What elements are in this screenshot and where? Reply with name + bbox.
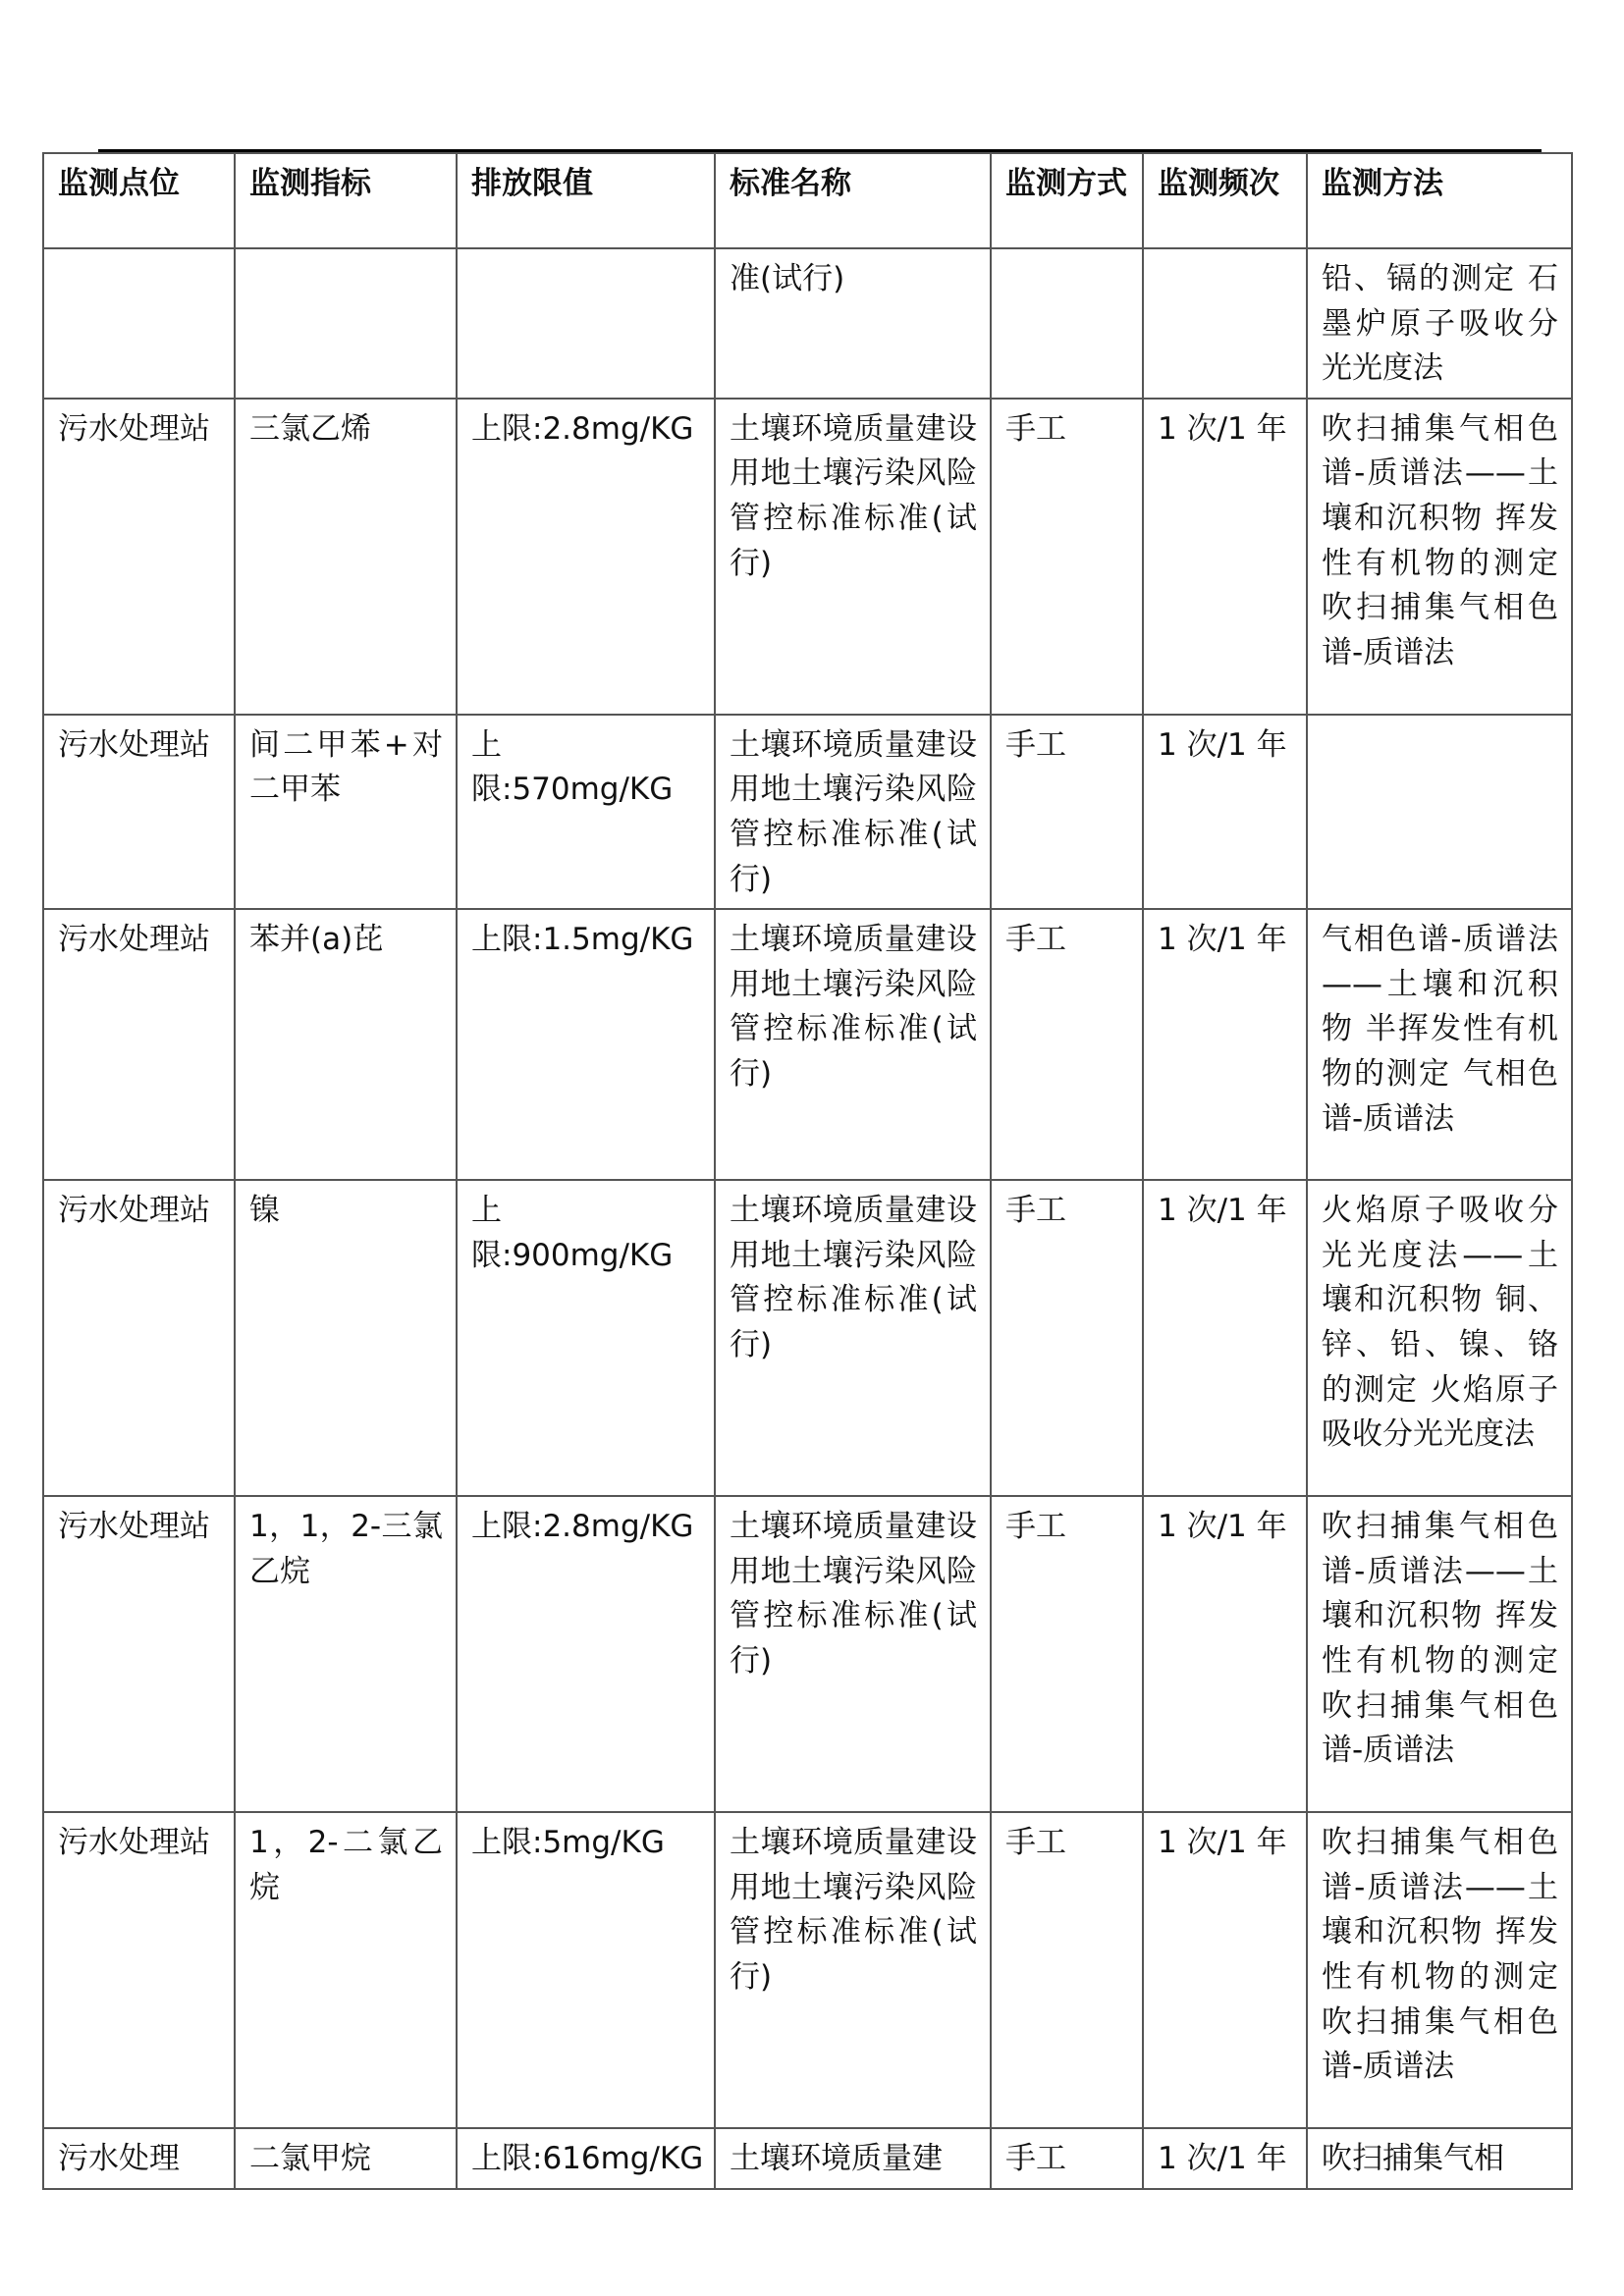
cell-site: 污水处理站 xyxy=(43,909,235,1180)
header-indicator: 监测指标 xyxy=(235,153,457,248)
header-row xyxy=(43,153,1572,248)
cell-frequency: 1 次/1 年 xyxy=(1143,715,1307,909)
table-row xyxy=(43,1812,1572,2128)
table-row xyxy=(43,1180,1572,1496)
cell-frequency: 1 次/1 年 xyxy=(1143,1496,1307,1812)
table-row xyxy=(43,1496,1572,1812)
cell-standard: 土壤环境质量建设用地土壤污染风险管控标准标准(试行) xyxy=(715,715,991,909)
cell-indicator: 三氯乙烯 xyxy=(235,399,457,715)
cell-site: 污水处理站 xyxy=(43,1812,235,2128)
header-site: 监测点位 xyxy=(43,153,235,248)
cell-standard: 土壤环境质量建设用地土壤污染风险管控标准标准(试行) xyxy=(715,399,991,715)
cell-site: 污水处理站 xyxy=(43,715,235,909)
cell-standard: 土壤环境质量建 xyxy=(715,2128,991,2189)
table-row xyxy=(43,248,1572,399)
header-method: 监测方法 xyxy=(1307,153,1572,248)
cell-method: 吹扫捕集气相 xyxy=(1307,2128,1572,2189)
cell-indicator xyxy=(235,248,457,399)
cell-standard: 土壤环境质量建设用地土壤污染风险管控标准标准(试行) xyxy=(715,1496,991,1812)
header-limit: 排放限值 xyxy=(457,153,715,248)
cell-mode: 手工 xyxy=(991,1496,1143,1812)
cell-indicator: 苯并(a)芘 xyxy=(235,909,457,1180)
cell-standard: 土壤环境质量建设用地土壤污染风险管控标准标准(试行) xyxy=(715,1812,991,2128)
cell-site: 污水处理站 xyxy=(43,1496,235,1812)
monitoring-table xyxy=(42,152,1573,2190)
cell-mode: 手工 xyxy=(991,1812,1143,2128)
cell-site: 污水处理 xyxy=(43,2128,235,2189)
table-row xyxy=(43,909,1572,1180)
cell-method: 火焰原子吸收分光光度法——土壤和沉积物 铜、锌、铅、镍、铬的测定 火焰原子吸收分光光度法 xyxy=(1307,1180,1572,1496)
cell-mode xyxy=(991,248,1143,399)
cell-frequency: 1 次/1 年 xyxy=(1143,2128,1307,2189)
cell-site xyxy=(43,248,235,399)
cell-limit: 上限:2.8mg/KG xyxy=(457,1496,715,1812)
table-row xyxy=(43,399,1572,715)
cell-method: 气相色谱-质谱法——土壤和沉积物 半挥发性有机物的测定 气相色谱-质谱法 xyxy=(1307,909,1572,1180)
cell-indicator: 镍 xyxy=(235,1180,457,1496)
cell-mode: 手工 xyxy=(991,715,1143,909)
cell-method: 吹扫捕集气相色谱-质谱法——土壤和沉积物 挥发性有机物的测定 吹扫捕集气相色谱-质谱法 xyxy=(1307,1812,1572,2128)
cell-frequency: 1 次/1 年 xyxy=(1143,399,1307,715)
cell-indicator: 1，2-二氯乙烷 xyxy=(235,1812,457,2128)
cell-method xyxy=(1307,715,1572,909)
header-standard: 标准名称 xyxy=(715,153,991,248)
cell-frequency: 1 次/1 年 xyxy=(1143,1180,1307,1496)
cell-indicator: 二氯甲烷 xyxy=(235,2128,457,2189)
cell-site: 污水处理站 xyxy=(43,399,235,715)
cell-limit: 上限:900mg/KG xyxy=(457,1180,715,1496)
cell-limit: 上限:616mg/KG xyxy=(457,2128,715,2189)
cell-mode: 手工 xyxy=(991,909,1143,1180)
cell-frequency: 1 次/1 年 xyxy=(1143,1812,1307,2128)
table-row xyxy=(43,715,1572,909)
cell-mode: 手工 xyxy=(991,2128,1143,2189)
cell-limit: 上限:5mg/KG xyxy=(457,1812,715,2128)
cell-limit: 上限:2.8mg/KG xyxy=(457,399,715,715)
cell-limit: 上限:1.5mg/KG xyxy=(457,909,715,1180)
cell-mode: 手工 xyxy=(991,399,1143,715)
cell-mode: 手工 xyxy=(991,1180,1143,1496)
cell-frequency xyxy=(1143,248,1307,399)
cell-limit xyxy=(457,248,715,399)
header-frequency: 监测频次 xyxy=(1143,153,1307,248)
cell-indicator: 1，1，2-三氯乙烷 xyxy=(235,1496,457,1812)
cell-site: 污水处理站 xyxy=(43,1180,235,1496)
cell-standard: 土壤环境质量建设用地土壤污染风险管控标准标准(试行) xyxy=(715,1180,991,1496)
cell-frequency: 1 次/1 年 xyxy=(1143,909,1307,1180)
cell-method: 铅、镉的测定 石墨炉原子吸收分光光度法 xyxy=(1307,248,1572,399)
cell-indicator: 间二甲苯+对二甲苯 xyxy=(235,715,457,909)
cell-standard: 准(试行) xyxy=(715,248,991,399)
cell-limit: 上限:570mg/KG xyxy=(457,715,715,909)
cell-method: 吹扫捕集气相色谱-质谱法——土壤和沉积物 挥发性有机物的测定 吹扫捕集气相色谱-质谱法 xyxy=(1307,399,1572,715)
table-row xyxy=(43,2128,1572,2189)
cell-standard: 土壤环境质量建设用地土壤污染风险管控标准标准(试行) xyxy=(715,909,991,1180)
cell-method: 吹扫捕集气相色谱-质谱法——土壤和沉积物 挥发性有机物的测定 吹扫捕集气相色谱-质谱法 xyxy=(1307,1496,1572,1812)
header-mode: 监测方式 xyxy=(991,153,1143,248)
